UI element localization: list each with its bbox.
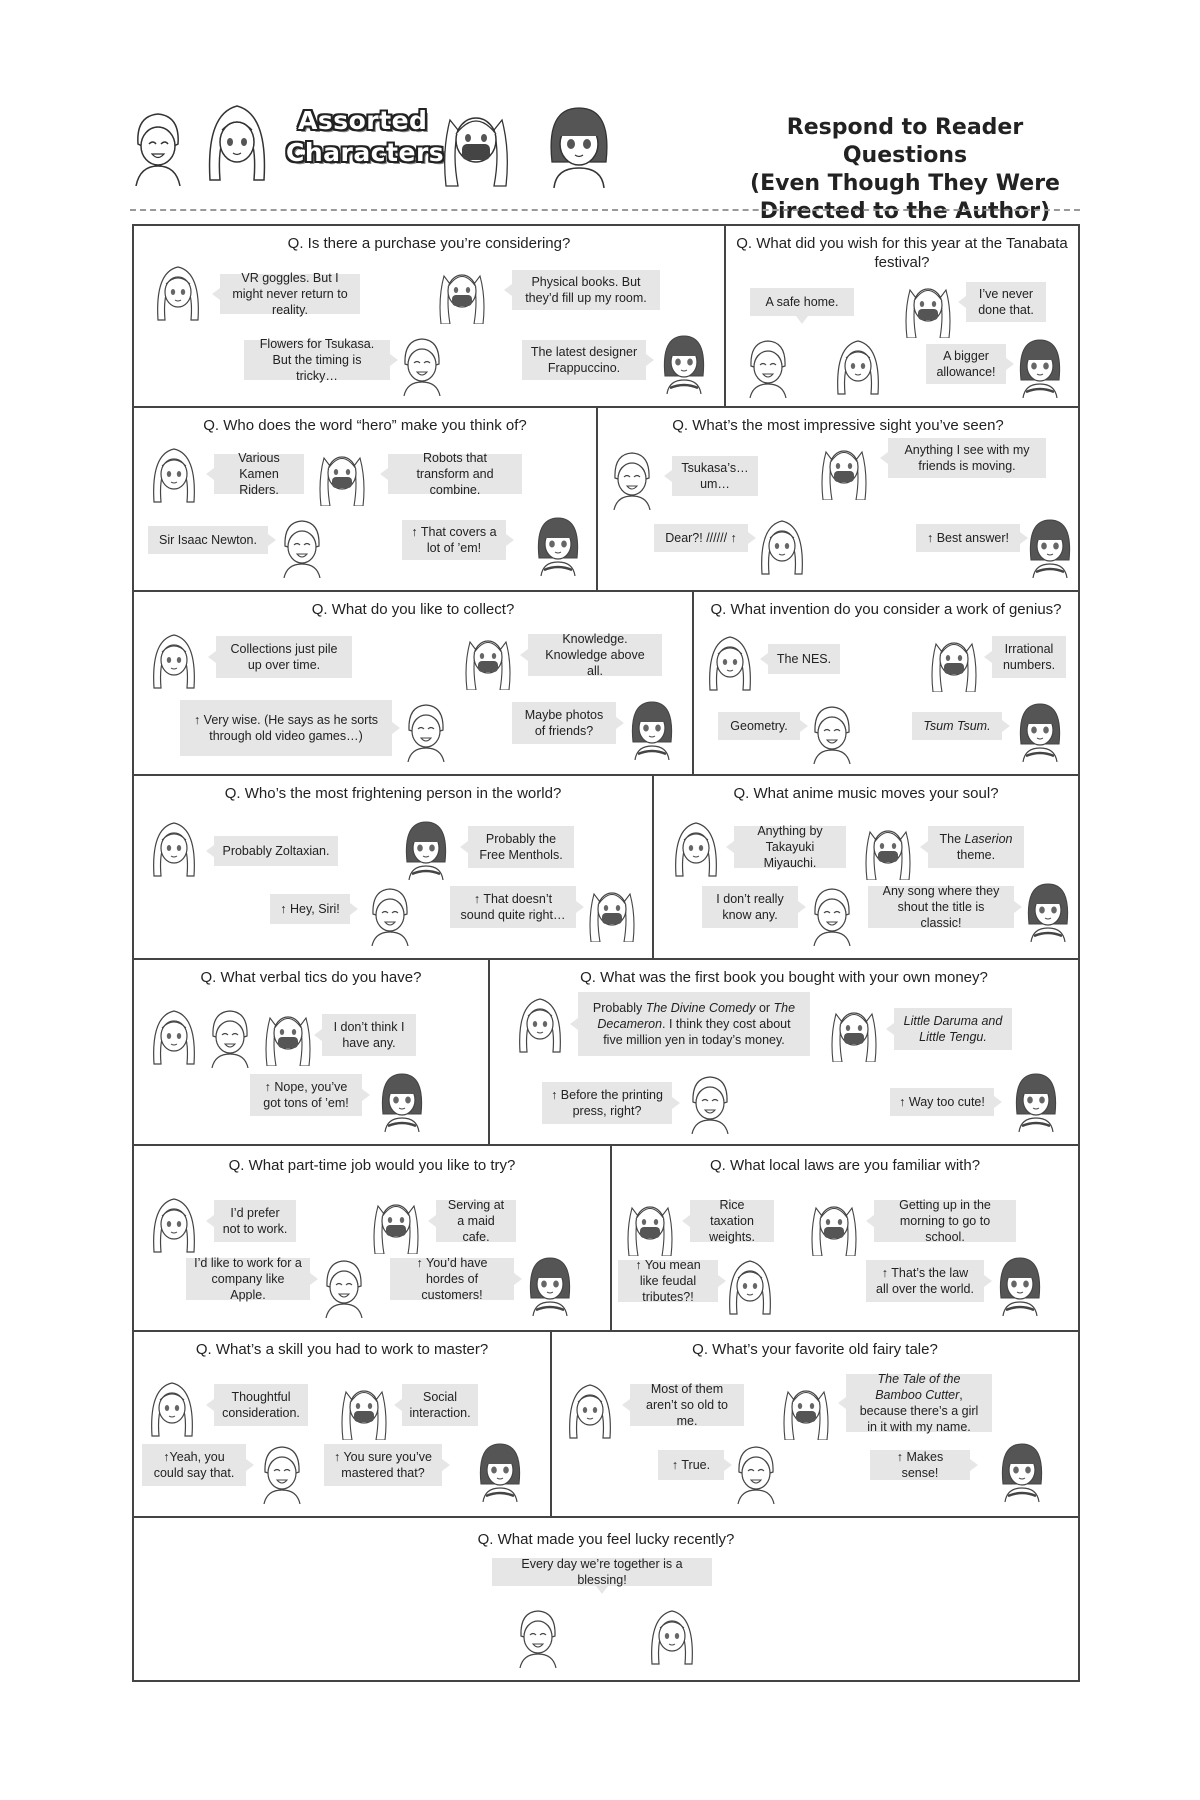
nasa-face-icon	[608, 448, 656, 510]
speech-bubble: ↑ Hey, Siri!	[270, 894, 350, 924]
header-label-line2: Characters	[286, 138, 445, 167]
page-header	[130, 100, 1080, 224]
tale-title: The Tale of the Bamboo Cutter	[875, 1372, 961, 1402]
nasa-face-icon	[808, 702, 856, 764]
bubble-text: theme.	[956, 848, 996, 862]
question: Q. Who’s the most frightening person in the world?	[224, 785, 562, 802]
twintail-face-icon	[264, 1004, 312, 1066]
tsukasa-face-icon	[706, 632, 754, 694]
speech-bubble: ↑ Way too cute!	[890, 1088, 994, 1116]
speech-bubble: ↑ That covers a lot of ’em!	[402, 520, 506, 560]
nasa-face-icon	[130, 106, 186, 186]
twintail-face-icon	[318, 444, 366, 506]
speech-bubble: ↑ Very wise. (He says as he sorts through old video games…)	[180, 700, 392, 756]
qa-grid	[132, 224, 1080, 1682]
panel-local-laws	[612, 1146, 1078, 1332]
speech-bubble: ↑ Nope, you’ve got tons of ’em!	[250, 1074, 362, 1116]
question: Q. Who does the word “hero” make you think of?	[203, 417, 527, 434]
nasa-face-icon	[514, 1606, 562, 1668]
speech-bubble: Rice taxation weights.	[690, 1200, 774, 1242]
twintail-face-icon	[864, 818, 912, 880]
twintail-face-icon	[464, 628, 512, 690]
speech-bubble: I don’t really know any.	[702, 886, 798, 928]
speech-bubble: ↑ That doesn’t sound quite right…	[450, 886, 576, 928]
question: Q. What local laws are you familiar with?	[709, 1157, 981, 1174]
speech-bubble: Probably the Free Menthols.	[468, 826, 574, 868]
bob-face-icon	[476, 1440, 524, 1502]
nasa-face-icon	[320, 1256, 368, 1318]
tsukasa-face-icon	[516, 994, 564, 1056]
speech-bubble: Most of them aren’t so old to me.	[630, 1384, 744, 1426]
bob-face-icon	[1016, 336, 1064, 398]
speech-bubble: Social interaction.	[402, 1384, 478, 1426]
twintail-face-icon	[810, 1194, 858, 1256]
nasa-face-icon	[402, 700, 450, 762]
speech-bubble: ↑ You sure you’ve mastered that?	[324, 1444, 442, 1486]
book-title: The Decameron	[597, 1001, 796, 1031]
header-divider	[130, 209, 1080, 211]
speech-bubble: Various Kamen Riders.	[214, 454, 304, 494]
panel-invention	[694, 592, 1078, 776]
panel-first-book	[490, 960, 1078, 1146]
question: Q. What do you like to collect?	[311, 601, 515, 618]
tsukasa-face-icon	[834, 336, 882, 398]
speech-bubble: ↑ Makes sense!	[870, 1450, 970, 1480]
bob-face-icon	[1012, 1070, 1060, 1132]
tsukasa-face-icon	[758, 516, 806, 578]
speech-bubble: Probably Zoltaxian.	[214, 836, 338, 866]
question: Q. What made you feel lucky recently?	[477, 1531, 735, 1548]
twintail-face-icon	[830, 1000, 878, 1062]
nasa-face-icon	[808, 884, 856, 946]
speech-bubble: Little Daruma and Little Tengu.	[894, 1008, 1012, 1050]
speech-bubble: Collections just pile up over time.	[216, 636, 352, 678]
panel-verbal-tics	[134, 960, 490, 1146]
bob-face-icon	[1024, 880, 1072, 942]
twintail-face-icon	[340, 1378, 388, 1440]
tsukasa-face-icon	[150, 630, 198, 692]
question: Q. What’s the most impressive sight you’ve seen?	[672, 417, 1004, 434]
bubble-text: The	[939, 832, 965, 846]
page-title-line3: Directed to the Author)	[759, 199, 1051, 224]
speech-bubble: Physical books. But they’d fill up my room.	[512, 270, 660, 310]
nasa-face-icon	[366, 884, 414, 946]
bob-face-icon	[534, 514, 582, 576]
speech-bubble: Thoughtful consideration.	[214, 1384, 308, 1426]
speech-bubble: Irrational numbers.	[992, 636, 1066, 678]
twintail-face-icon	[782, 1378, 830, 1440]
tsukasa-face-icon	[206, 100, 268, 186]
speech-bubble: Sir Isaac Newton.	[148, 526, 268, 554]
panel-tanabata	[726, 226, 1078, 408]
panel-skill	[134, 1332, 552, 1518]
panel-anime-music	[654, 776, 1078, 960]
twintail-face-icon	[372, 1192, 420, 1254]
speech-bubble: ↑ You’d have hordes of customers!	[390, 1258, 514, 1300]
tsukasa-face-icon	[150, 818, 198, 880]
bob-face-icon	[1026, 516, 1074, 578]
speech-bubble: ↑ You mean like feudal tributes?!	[618, 1260, 718, 1302]
bob-face-icon	[996, 1254, 1044, 1316]
nasa-face-icon	[206, 1006, 254, 1068]
bob-face-icon	[544, 102, 614, 188]
nasa-face-icon	[278, 516, 326, 578]
speech-bubble	[928, 826, 1024, 868]
question: Q. What part-time job would you like to try?	[228, 1157, 516, 1174]
tsukasa-face-icon	[150, 1006, 198, 1068]
speech-bubble: Anything by Takayuki Miyauchi.	[734, 826, 846, 868]
speech-bubble: I’ve never done that.	[966, 282, 1046, 322]
twintail-face-icon	[440, 100, 512, 188]
page-title-line1: Respond to Reader Questions	[786, 115, 1024, 168]
speech-bubble: ↑Yeah, you could say that.	[142, 1444, 246, 1486]
twintail-face-icon	[626, 1194, 674, 1256]
speech-bubble: Dear?! ////// ↑	[654, 524, 748, 552]
question: Q. What’s your favorite old fairy tale?	[692, 1341, 938, 1358]
speech-bubble: Any song where they shout the title is classic!	[868, 886, 1014, 928]
bob-face-icon	[998, 1440, 1046, 1502]
speech-bubble: ↑ True.	[658, 1450, 724, 1480]
speech-bubble: I’d like to work for a company like Apple.	[186, 1258, 310, 1300]
question: Q. What was the first book you bought with your own money?	[580, 969, 988, 986]
speech-bubble: ↑ Before the printing press, right?	[542, 1082, 672, 1124]
speech-bubble: Tsum Tsum.	[912, 712, 1002, 740]
question: Q. Is there a purchase you’re considering?	[287, 235, 571, 252]
speech-bubble: Geometry.	[718, 712, 800, 740]
speech-bubble: Maybe photos of friends?	[512, 702, 616, 744]
book-title: The Divine Comedy	[645, 1001, 756, 1015]
speech-bubble: ↑ That’s the law all over the world.	[866, 1260, 984, 1302]
speech-bubble: Every day we’re together is a blessing!	[492, 1558, 712, 1586]
tsukasa-face-icon	[150, 1194, 198, 1256]
speech-bubble: Tsukasa’s… um…	[672, 456, 758, 496]
tsukasa-face-icon	[648, 1606, 696, 1668]
question: Q. What verbal tics do you have?	[200, 969, 422, 986]
speech-bubble: Flowers for Tsukasa. But the timing is tricky…	[244, 340, 390, 380]
bob-face-icon	[526, 1254, 574, 1316]
panel-purchase	[134, 226, 726, 408]
speech-bubble: Getting up in the morning to go to school.	[874, 1200, 1016, 1242]
twintail-face-icon	[930, 630, 978, 692]
page-title-line2: (Even Though They Were	[750, 171, 1060, 196]
speech-bubble: The NES.	[768, 644, 840, 674]
twintail-face-icon	[820, 438, 868, 500]
panel-lucky	[134, 1518, 1078, 1680]
bob-face-icon	[628, 698, 676, 760]
speech-bubble	[846, 1374, 992, 1432]
panel-collect	[134, 592, 694, 776]
bubble-text: Probably	[592, 1001, 646, 1015]
speech-bubble: Serving at a maid cafe.	[436, 1200, 516, 1242]
nasa-face-icon	[398, 334, 446, 396]
speech-bubble: A safe home.	[750, 288, 854, 316]
tsukasa-face-icon	[154, 262, 202, 324]
twintail-face-icon	[588, 880, 636, 942]
speech-bubble: VR goggles. But I might never return to reality.	[220, 274, 360, 314]
question: Q. What’s a skill you had to work to master?	[195, 1341, 489, 1358]
tsukasa-face-icon	[726, 1256, 774, 1318]
speech-bubble: A bigger allowance!	[926, 344, 1006, 384]
tsukasa-face-icon	[672, 818, 720, 880]
question: Q. What did you wish for this year at the Tanabata festival?	[736, 235, 1068, 271]
panel-sight	[598, 408, 1078, 592]
nasa-face-icon	[732, 1442, 780, 1504]
bubble-text: . I think they cost about five million yen in today’s money.	[603, 1017, 791, 1047]
bob-face-icon	[1016, 700, 1064, 762]
nasa-face-icon	[686, 1072, 734, 1134]
panel-fairy-tale	[552, 1332, 1078, 1518]
speech-bubble: The latest designer Frappuccino.	[522, 340, 646, 380]
speech-bubble: ↑ Best answer!	[916, 524, 1020, 552]
speech-bubble: Knowledge. Knowledge above all.	[528, 634, 662, 676]
bob-face-icon	[378, 1070, 426, 1132]
speech-bubble	[578, 992, 810, 1056]
header-label-line1: Assorted	[298, 106, 428, 135]
question: Q. What anime music moves your soul?	[733, 785, 999, 802]
speech-bubble: Anything I see with my friends is moving.	[888, 438, 1046, 478]
speech-bubble: Robots that transform and combine.	[388, 454, 522, 494]
tsukasa-face-icon	[150, 444, 198, 506]
question: Q. What invention do you consider a work of genius?	[710, 601, 1062, 618]
bubble-text: , because there’s a girl in it with my name.	[859, 1388, 979, 1434]
panel-frightening	[134, 776, 654, 960]
speech-bubble: I’d prefer not to work.	[214, 1200, 296, 1242]
bob-face-icon	[402, 818, 450, 880]
nasa-face-icon	[744, 336, 792, 398]
panel-hero	[134, 408, 598, 592]
nasa-face-icon	[258, 1442, 306, 1504]
twintail-face-icon	[438, 262, 486, 324]
tsukasa-face-icon	[566, 1380, 614, 1442]
panel-part-time-job	[134, 1146, 612, 1332]
speech-bubble: I don’t think I have any.	[322, 1014, 416, 1056]
anime-title: Laserion	[964, 832, 1013, 846]
bubble-text: or	[755, 1001, 774, 1015]
tsukasa-face-icon	[148, 1378, 196, 1440]
bob-face-icon	[660, 332, 708, 394]
twintail-face-icon	[904, 276, 952, 338]
